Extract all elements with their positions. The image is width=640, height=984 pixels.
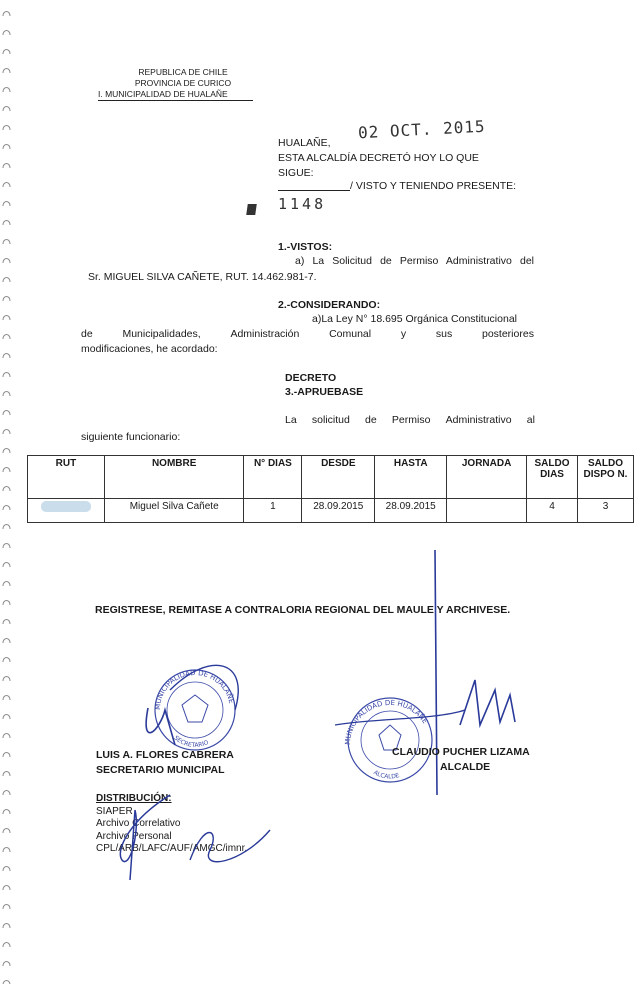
svg-text:MUNICIPALIDAD DE HUALAÑE (154, 669, 235, 710)
decreto-subheading: 3.-APRUEBASE (285, 386, 364, 398)
word: solicitud (311, 414, 350, 426)
col-header-saldo-dispon: SALDO DISPO N. (578, 456, 634, 499)
seal-text-top: MUNICIPALIDAD DE HUALAÑE (343, 698, 430, 746)
binder-hole (3, 354, 10, 359)
seal-text-bottom: SECRETARIO (172, 734, 210, 749)
word: Municipalidades, (122, 328, 201, 340)
place-name: HUALAÑE, (278, 137, 331, 149)
binder-hole (3, 582, 10, 587)
header-municipality: I. MUNICIPALIDAD DE HUALAÑE (98, 89, 253, 101)
word: de (81, 328, 93, 340)
table-header-row (28, 456, 634, 499)
preamble-line1: ESTA ALCALDÍA DECRETÓ HOY LO QUE (278, 152, 479, 164)
decreto-heading: DECRETO (285, 372, 337, 384)
binder-hole (3, 981, 10, 984)
word: Permiso (391, 414, 431, 426)
distribution-item: CPL/ARB/LAFC/AUF/AMGC/imnr. (96, 843, 248, 854)
binder-hole (3, 468, 10, 473)
word: posteriores (482, 328, 534, 340)
binder-hole (3, 753, 10, 758)
permit-table (27, 455, 634, 523)
date-stamp: 02 OCT. 2015 (357, 116, 487, 143)
col-header-desde: DESDE (302, 456, 375, 499)
binder-hole (3, 297, 10, 302)
col-header-dias: N° DIAS (244, 456, 302, 499)
binder-holes (0, 0, 20, 984)
mayor-name: CLAUDIO PUCHER LIZAMA (392, 746, 530, 758)
binder-hole (3, 240, 10, 245)
distribution-item: SIAPER (96, 805, 133, 817)
secretary-name: LUIS A. FLORES CABRERA (96, 749, 234, 761)
binder-hole (3, 183, 10, 188)
binder-hole (3, 392, 10, 397)
considerando-heading: 2.-CONSIDERANDO: (278, 299, 381, 311)
issuer-header (98, 67, 258, 101)
binder-hole (3, 791, 10, 796)
col-header-rut: RUT (28, 456, 105, 499)
considerando-text-2 (81, 327, 534, 341)
binder-hole (3, 772, 10, 777)
binder-hole (3, 696, 10, 701)
header-country: REPUBLICA DE CHILE (138, 67, 228, 77)
redacted-block (41, 501, 91, 512)
binder-hole (3, 126, 10, 131)
binder-hole (3, 715, 10, 720)
binder-hole (3, 430, 10, 435)
col-header-nombre: NOMBRE (104, 456, 244, 499)
binder-hole (3, 31, 10, 36)
binder-hole (3, 506, 10, 511)
vistos-heading: 1.-VISTOS: (278, 241, 333, 253)
binder-hole (3, 620, 10, 625)
word: Administración (230, 328, 300, 340)
decree-number: 1148 (278, 195, 327, 213)
binder-hole (3, 316, 10, 321)
binder-hole (3, 563, 10, 568)
binder-hole (3, 164, 10, 169)
binder-hole (3, 145, 10, 150)
binder-hole (3, 221, 10, 226)
cell-saldo-dispon: 3 (578, 499, 634, 523)
distribution-signature-scribble (110, 790, 280, 885)
mayor-title: ALCALDE (440, 761, 491, 773)
decreto-text-2: siguiente funcionario: (81, 431, 181, 443)
binder-hole (3, 411, 10, 416)
cell-dias: 1 (244, 499, 302, 523)
col-header-jornada: JORNADA (447, 456, 527, 499)
binder-hole (3, 107, 10, 112)
cell-nombre: Miguel Silva Cañete (104, 499, 244, 523)
binder-hole (3, 829, 10, 834)
binder-hole (3, 335, 10, 340)
seal-text-bottom: ALCALDE (372, 769, 401, 781)
vistos-text-1: a) La Solicitud de Permiso Administrativo del (295, 255, 534, 267)
col-header-hasta: HASTA (375, 456, 447, 499)
binder-hole (3, 677, 10, 682)
word: La (285, 414, 297, 426)
binder-hole (3, 69, 10, 74)
word: Administrativo (445, 414, 512, 426)
secretary-title: SECRETARIO MUNICIPAL (96, 764, 225, 776)
table-row (28, 499, 634, 523)
binder-hole (3, 12, 10, 17)
binder-hole (3, 544, 10, 549)
seal-text-top: MUNICIPALIDAD DE HUALAÑE (153, 668, 236, 711)
vistos-text-2: Sr. MIGUEL SILVA CAÑETE, RUT. 14.462.981-7. (88, 271, 317, 283)
binder-hole (3, 867, 10, 872)
preamble-line2: SIGUE: (278, 167, 314, 179)
number-blank-line (278, 190, 350, 191)
word: al (526, 414, 535, 426)
binder-hole (3, 734, 10, 739)
cell-rut (28, 499, 105, 523)
binder-hole (3, 373, 10, 378)
cell-hasta: 28.09.2015 (375, 499, 447, 523)
binder-hole (3, 886, 10, 891)
col-header-saldo-dias: SALDO DIAS (527, 456, 578, 499)
binder-hole (3, 639, 10, 644)
binder-hole (3, 259, 10, 264)
svg-text:ALCALDE (372, 769, 400, 780)
visto-text: / VISTO Y TENIENDO PRESENTE: (350, 180, 517, 192)
binder-hole (3, 658, 10, 663)
cell-saldo-dias: 4 (527, 499, 578, 523)
binder-hole (3, 50, 10, 55)
decreto-text-1 (285, 413, 535, 427)
binder-hole (3, 278, 10, 283)
binder-hole (3, 487, 10, 492)
binder-hole (3, 810, 10, 815)
considerando-text-1: a)La Ley N° 18.695 Orgánica Constitucional (312, 313, 517, 325)
cell-desde: 28.09.2015 (302, 499, 375, 523)
binder-hole (3, 924, 10, 929)
stamp-mark (246, 204, 257, 215)
word: sus (435, 328, 453, 340)
binder-hole (3, 905, 10, 910)
header-province: PROVINCIA DE CURICO (134, 78, 232, 88)
distribution-item: Archivo Personal (96, 830, 172, 842)
word: Comunal (329, 328, 372, 340)
cell-jornada (447, 499, 527, 523)
word: y (400, 328, 407, 340)
binder-hole (3, 88, 10, 93)
binder-hole (3, 943, 10, 948)
closing-statement: REGISTRESE, REMITASE A CONTRALORIA REGIONAL DEL MAULE Y ARCHIVESE. (95, 604, 511, 616)
distribution-item: Archivo Correlativo (96, 818, 181, 829)
binder-hole (3, 848, 10, 853)
binder-hole (3, 601, 10, 606)
considerando-text-3: modificaciones, he acordado: (81, 343, 218, 355)
binder-hole (3, 202, 10, 207)
word: de (365, 414, 377, 426)
binder-hole (3, 449, 10, 454)
binder-hole (3, 962, 10, 967)
distribution-heading: DISTRIBUCIÓN: (96, 793, 172, 804)
binder-hole (3, 525, 10, 530)
